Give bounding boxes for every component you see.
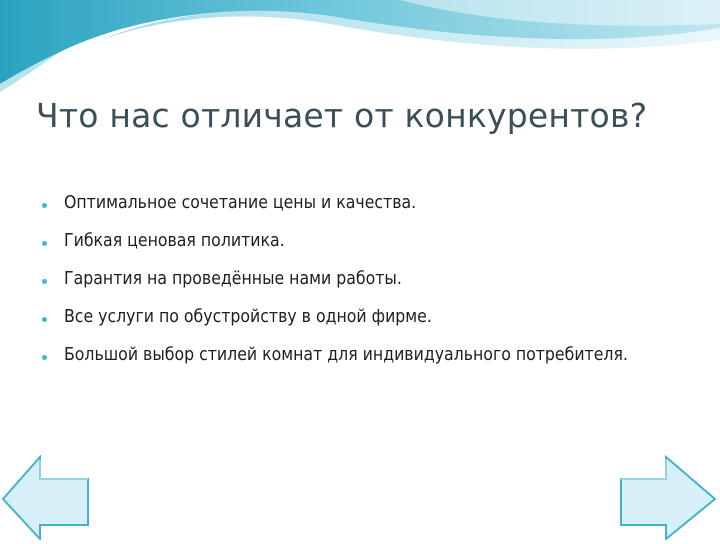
bullet-text: Гарантия на проведённые нами работы. xyxy=(64,269,402,289)
next-slide-button[interactable] xyxy=(618,455,718,540)
bullet-text: Гибкая ценовая политика. xyxy=(64,231,285,251)
slide-title: Что нас отличает от конкурентов? xyxy=(36,96,648,135)
bullet-dot-icon xyxy=(42,355,47,360)
bullet-item xyxy=(42,344,642,367)
left-arrow-icon xyxy=(0,455,100,540)
bullet-dot-icon xyxy=(42,279,47,284)
bullet-text: Все услуги по обустройству в одной фирме. xyxy=(64,307,432,327)
bullet-item xyxy=(42,306,642,329)
bullet-dot-icon xyxy=(42,203,47,208)
bullet-list xyxy=(42,192,642,382)
bullet-text: Оптимальное сочетание цены и качества. xyxy=(64,193,417,213)
bullet-item xyxy=(42,192,642,215)
bullet-text: Большой выбор стилей комнат для индивидуального потребителя. xyxy=(64,345,628,365)
right-arrow-icon xyxy=(618,455,718,540)
prev-slide-button[interactable] xyxy=(0,455,100,540)
header-wave-decoration xyxy=(0,0,720,95)
bullet-item xyxy=(42,268,642,291)
bullet-dot-icon xyxy=(42,317,47,322)
bullet-item xyxy=(42,230,642,253)
bullet-dot-icon xyxy=(42,241,47,246)
